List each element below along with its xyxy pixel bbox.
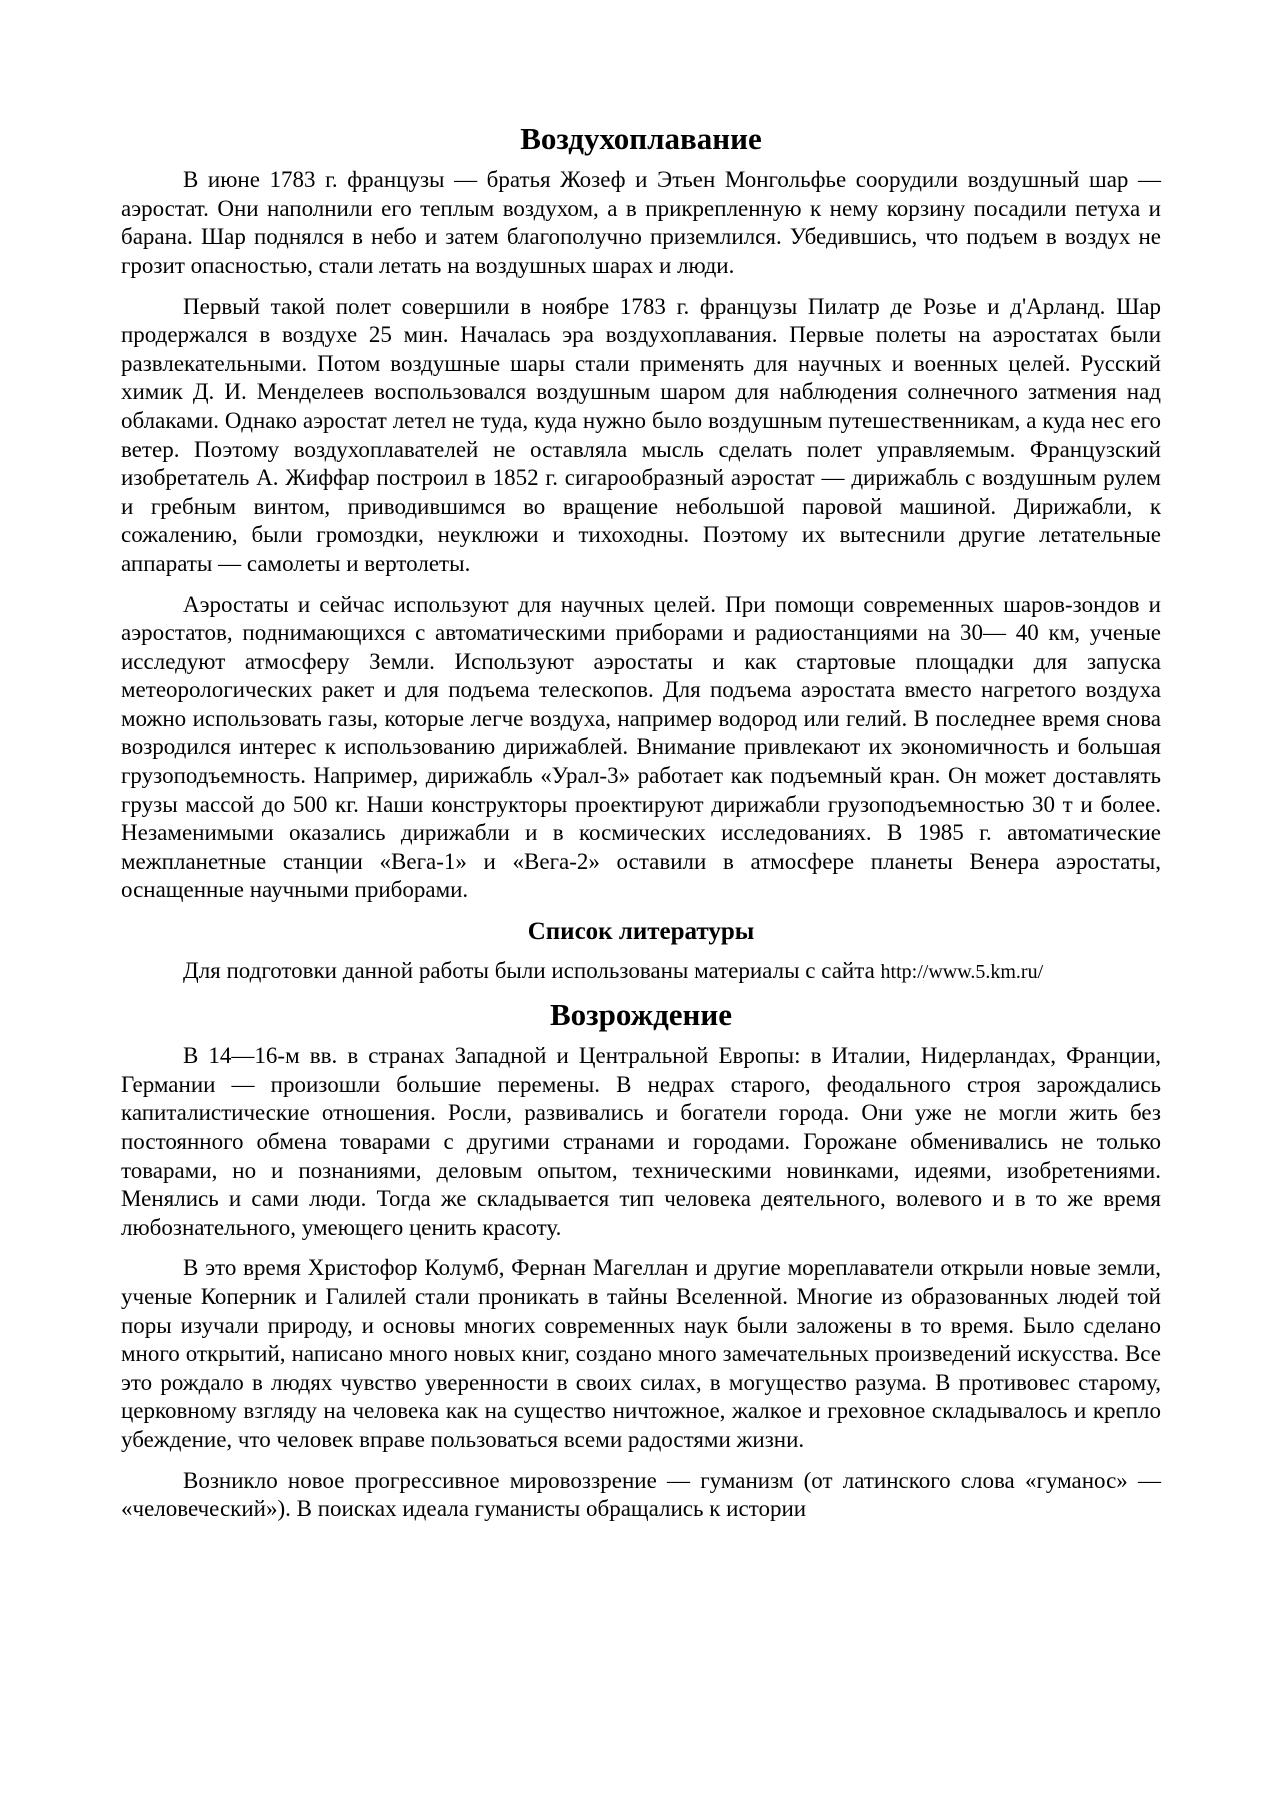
paragraph: Аэростаты и сейчас используют для научных целей. При помощи современных шаров-зондов и аэростатов, поднимающихся с автоматическими приборами и радиостанциями на 30— 40 км, ученые исследуют атмосферу Земли. Используют аэростаты и как стартовые площадки для запуска метеорологических ракет и для подъема телескопов. Для подъема аэростата вместо нагретого воздуха можно использовать газы, которые легче воздуха, например водород или гелий. В последнее время снова возродился интерес к использованию дирижаблей. Внимание привлекают их экономичность и большая грузоподъемность. Например, дирижабль «Урал-3» работает как подъемный кран. Он может доставлять грузы массой до 500 кг. Наши конструкторы проектируют дирижабли грузоподъемностью 30 т и более. Незаменимыми оказались дирижабли и в космических исследованиях. В 1985 г. автоматические межпланетные станции «Вега-1» и «Вега-2» оставили в атмосфере планеты Венера аэростаты, оснащенные научными приборами.: [121, 591, 1161, 903]
section-title-aeronautics: Воздухоплавание: [520, 121, 762, 156]
document-page: [121, 120, 1161, 1536]
references-sentence: Для подготовки данной работы были использованы материалы с сайта: [183, 958, 875, 984]
references-title: Список литературы: [527, 918, 755, 946]
paragraph: Возникло новое прогрессивное мировоззрение — гуманизм (от латинского слова «гуманос» — «человеческий»). В поисках идеала гуманисты обращались к истории: [121, 1467, 1161, 1522]
section-title-renaissance: Возрождение: [549, 997, 732, 1033]
paragraph: В это время Христофор Колумб, Фернан Магеллан и другие мореплаватели открыли новые земли, ученые Коперник и Галилей стали проникать в тайны Вселенной. Многие из образованных людей той поры изучали природу, и основы многих современных наук были заложены в то время. Было сделано много открытий, написано много новых книг, создано много замечательных произведений искусства. Все это рождало в людях чувство уверенности в своих силах, в могущество разума. В противовес старому, церковному взгляду на человека как на существо ничтожное, жалкое и греховное складывалось и крепло убеждение, что человек вправе пользоваться всеми радостями жизни.: [121, 1255, 1161, 1452]
paragraph: В июне 1783 г. французы — братья Жозеф и Этьен Монгольфье соорудили воздушный шар — аэростат. Они наполнили его теплым воздухом, а в прикрепленную к нему корзину посадили петуха и барана. Шар поднялся в небо и затем благополучно приземлился. Убедившись, что подъем в воздух не грозит опасностью, стали летать на воздушных шарах и люди.: [121, 167, 1161, 278]
references-text: [121, 957, 1161, 986]
paragraph: Первый такой полет совершили в ноябре 1783 г. французы Пилатр де Розье и д'Арланд. Шар продержался в воздухе 25 мин. Началась эра воздухоплавания. Первые полеты на аэростатах были развлекательными. Потом воздушные шары стали применять для научных и военных целей. Русский химик Д. И. Менделеев воспользовался воздушным шаром для наблюдения солнечного затмения над облаками. Однако аэростат летел не туда, куда нужно было воздушным путешественникам, а куда нес его ветер. Поэтому воздухоплавателей не оставляла мысль сделать полет управляемым. Французский изобретатель А. Жиффар построил в 1852 г. сигарообразный аэростат — дирижабль с воздушным рулем и гребным винтом, приводившимся во вращение небольшой паровой машиной. Дирижабли, к сожалению, были громоздки, неуклюжи и тихоходны. Поэтому их вытеснили другие летательные аппараты — самолеты и вертолеты.: [121, 293, 1161, 576]
paragraph: В 14—16-м вв. в странах Западной и Центральной Европы: в Италии, Нидерландах, Франции, Германии — произошли большие перемены. В недрах старого, феодального строя зарождались капиталистические отношения. Росли, развивались и богатели города. Они уже не могли жить без постоянного обмена товарами с другими странами и городами. Горожане обменивались не только товарами, но и познаниями, деловым опытом, техническими новинками, идеями, изобретениями. Менялись и сами люди. Тогда же складывается тип человека деятельного, волевого и в то же время любознательного, умеющего ценить красоту.: [121, 1043, 1161, 1240]
references-url[interactable]: http://www.5.km.ru/: [880, 961, 1044, 984]
